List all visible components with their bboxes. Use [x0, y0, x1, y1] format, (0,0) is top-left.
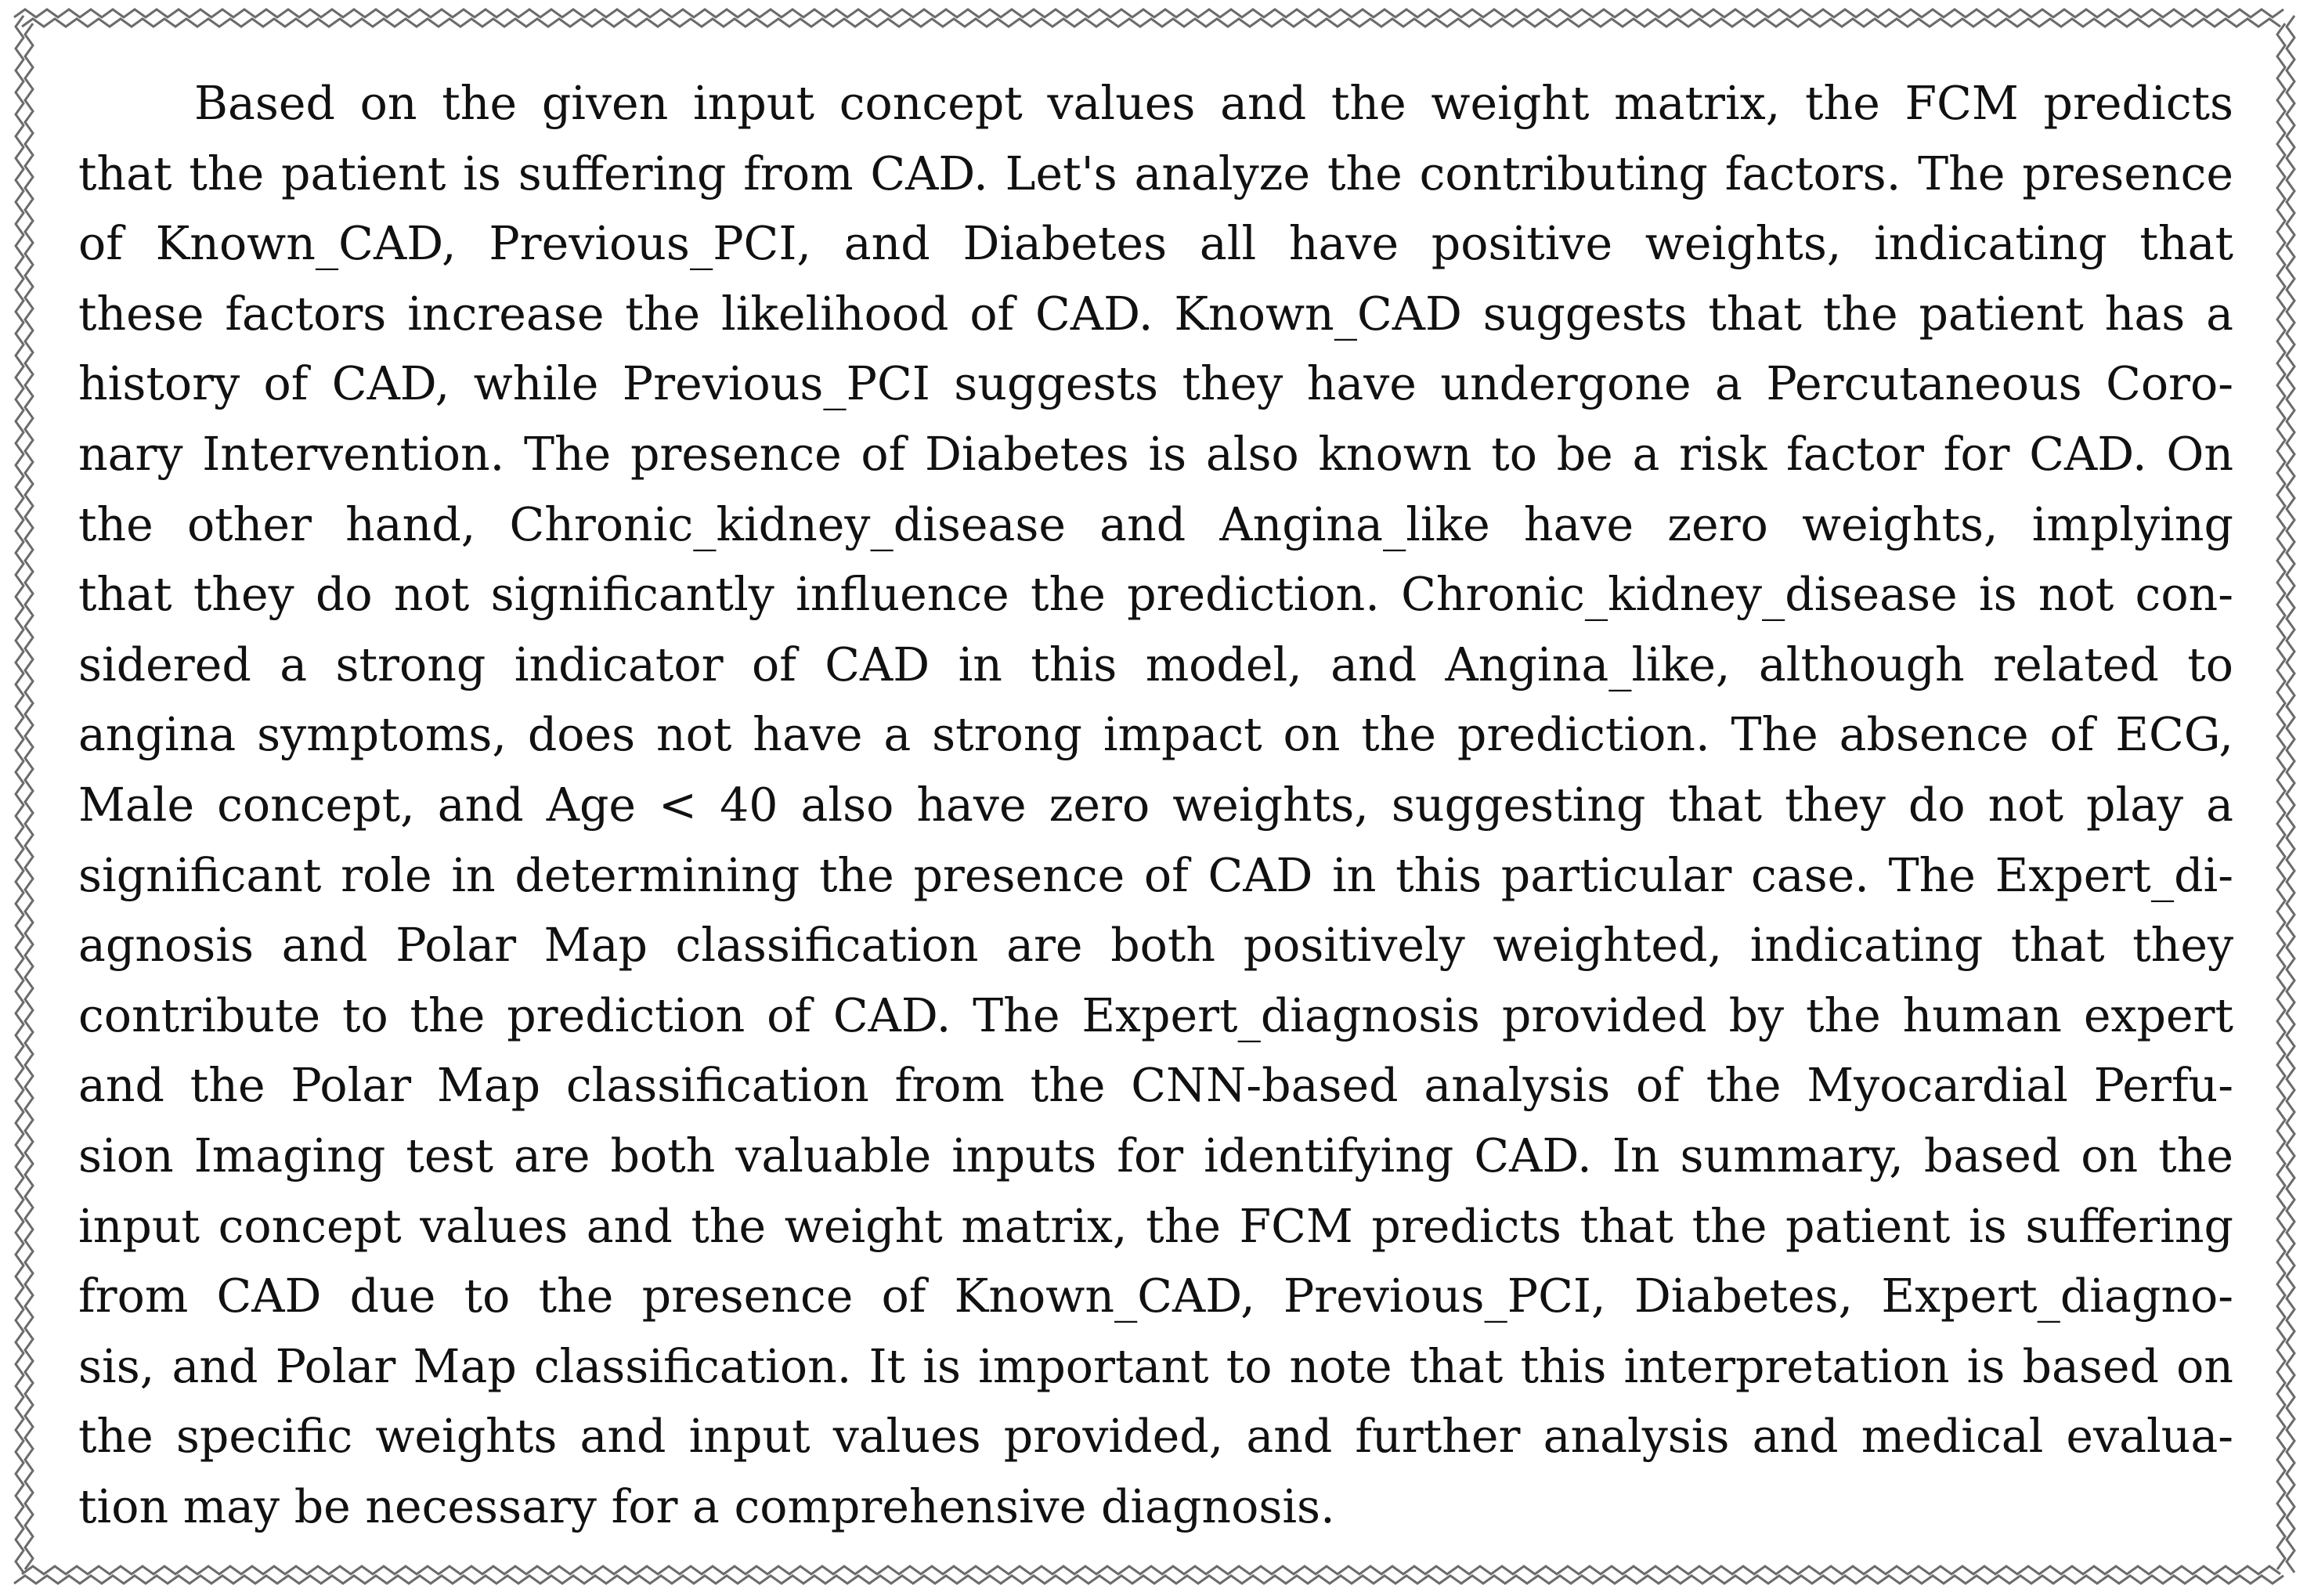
text-line: agnosis and Polar Map classification are both positively weighted, indicating that they [78, 919, 2233, 973]
text-line: that the patient is suffering from CAD. Let's analyze the contributing factors. The presence [78, 146, 2233, 200]
border-zigzag-line [14, 9, 2284, 17]
border-zigzag-line [14, 1576, 2284, 1583]
text-line: tion may be necessary for a comprehensive diagnosis. [78, 1479, 1335, 1533]
text-line: angina symptoms, does not have a strong impact on the prediction. The absence of ECG, [78, 708, 2233, 762]
border-zigzag-line [22, 1566, 2280, 1574]
text-line: nary Intervention. The presence of Diabetes is also known to be a risk factor for CAD. On [78, 427, 2233, 481]
text-line: these factors increase the likelihood of CAD. Known_CAD suggests that the patient has a [78, 287, 2233, 341]
text-line: sion Imaging test are both valuable inputs for identifying CAD. In summary, based on the [78, 1128, 2233, 1183]
text-line: contribute to the prediction of CAD. The Expert_diagnosis provided by the human expert [78, 988, 2233, 1042]
text-line: the specific weights and input values provided, and further analysis and medical evalua- [78, 1410, 2233, 1464]
border-zigzag-line [22, 19, 2280, 27]
border-zigzag-line [16, 16, 23, 1573]
border-zigzag-line [2277, 23, 2285, 1569]
text-line: sidered a strong indicator of CAD in this model, and Angina_like, although related to [78, 637, 2233, 691]
text-line: history of CAD, while Previous_PCI suggests they have undergone a Percutaneous Coro- [78, 357, 2233, 411]
text-line: and the Polar Map classification from the CNN-based analysis of the Myocardial Perfu- [78, 1059, 2233, 1113]
body-paragraph [78, 69, 2233, 1542]
text-line: the other hand, Chronic_kidney_disease and Angina_like have zero weights, implying [78, 497, 2233, 551]
text-line: input concept values and the weight matrix, the FCM predicts that the patient is suffering [78, 1199, 2233, 1253]
text-line: significant role in determining the presence of CAD in this particular case. The Expert_di- [78, 848, 2233, 902]
text-line: Based on the given input concept values and the weight matrix, the FCM predicts [194, 77, 2233, 130]
border-zigzag-line [2287, 16, 2294, 1573]
border-zigzag-line [25, 23, 33, 1569]
text-line: sis, and Polar Map classification. It is important to note that this interpretation is based on [78, 1339, 2233, 1393]
text-line: that they do not significantly influence the prediction. Chronic_kidney_disease is not con- [78, 568, 2233, 622]
text-line: Male concept, and Age < 40 also have zero weights, suggesting that they do not play a [78, 778, 2233, 832]
text-line: of Known_CAD, Previous_PCI, and Diabetes all have positive weights, indicating that [78, 217, 2233, 271]
text-line: from CAD due to the presence of Known_CAD, Previous_PCI, Diabetes, Expert_diagno- [78, 1269, 2233, 1323]
